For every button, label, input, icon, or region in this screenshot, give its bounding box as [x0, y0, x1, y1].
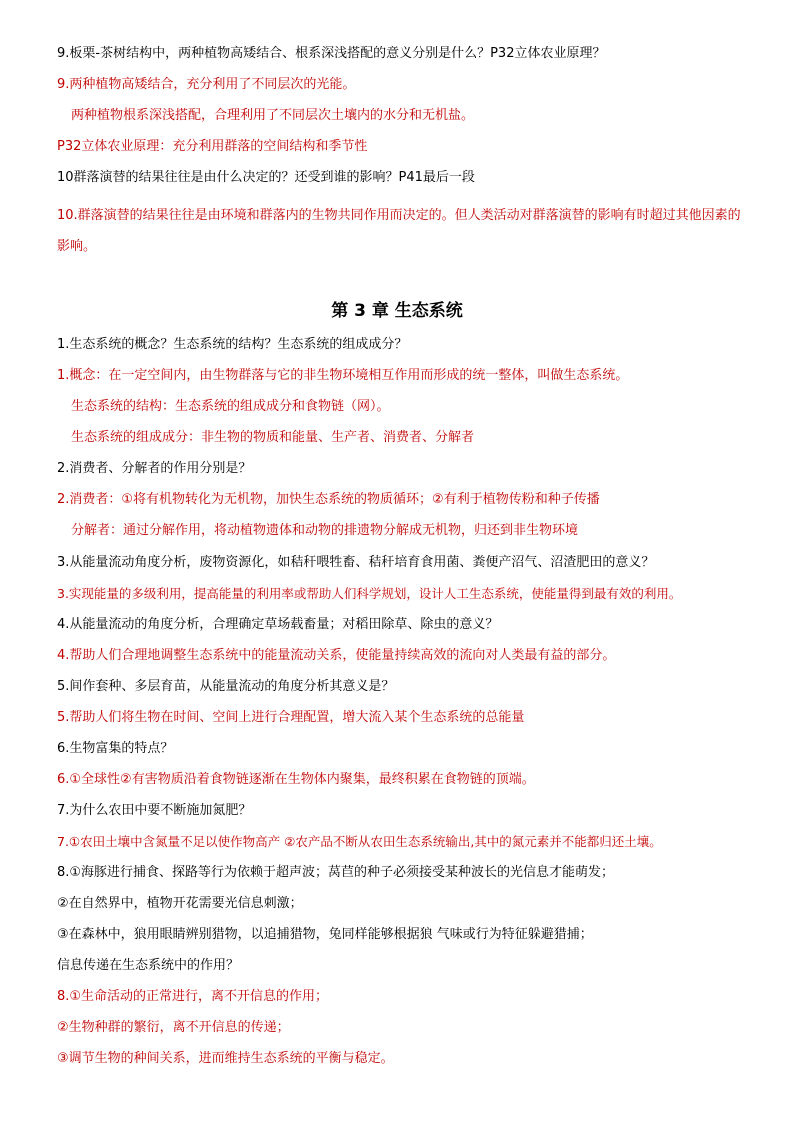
answer-1-line-2: 生态系统的结构：生态系统的组成成分和食物链（网）。: [71, 399, 390, 414]
question-4: 4.从能量流动的角度分析，合理确定草场载畜量；对稻田除草、除虫的意义？: [57, 617, 499, 632]
answer-8-line-2: ②生物种群的繁衍，离不开信息的传递；: [57, 1020, 290, 1035]
question-9: 9.板栗-茶树结构中，两种植物高矮结合、根系深浅搭配的意义分别是什么？P32立体农业原理？: [57, 46, 606, 61]
question-8-line-2: ②在自然界中，植物开花需要光信息刺激；: [57, 896, 303, 911]
answer-1-line-3: 生态系统的组成成分：非生物的物质和能量、生产者、消费者、分解者: [71, 430, 475, 445]
chapter-title: 第 3 章 生态系统: [331, 301, 463, 321]
question-10: 10群落演替的结果往往是由什么决定的？还受到谁的影响？P41最后一段: [57, 170, 475, 185]
answer-8-line-1: 8.①生命活动的正常进行，离不开信息的作用；: [57, 989, 329, 1004]
answer-3: 3.实现能量的多级利用，提高能量的利用率或帮助人们科学规划，设计人工生态系统，使能量得到最有效的利用。: [57, 586, 682, 601]
question-6: 6.生物富集的特点？: [57, 741, 174, 756]
answer-7: 7.①农田土壤中含氮量不足以使作物高产 ②农产品不断从农田生态系统输出,其中的氮元素并不能都归还土壤。: [57, 834, 662, 849]
question-7: 7.为什么农田中要不断施加氮肥？: [57, 803, 252, 818]
answer-2-line-1: 2.消费者：①将有机物转化为无机物，加快生态系统的物质循环；②有利于植物传粉和种子传播: [57, 492, 600, 507]
answer-10: 10.群落演替的结果往往是由环境和群落内的生物共同作用而决定的。但人类活动对群落演替的影响有时超过其他因素的影响。: [57, 208, 741, 254]
answer-8-line-3: ③调节生物的种间关系，进而维持生态系统的平衡与稳定。: [57, 1051, 394, 1066]
question-2: 2.消费者、分解者的作用分别是？: [57, 461, 252, 476]
answer-4: 4.帮助人们合理地调整生态系统中的能量流动关系，使能量持续高效的流向对人类最有益的部分。: [57, 648, 616, 663]
question-8-line-1: 8.①海豚进行捕食、探路等行为依赖于超声波；莴苣的种子必须接受某种波长的光信息才能萌发；: [57, 865, 615, 880]
question-8-line-3: ③在森林中，狼用眼睛辨别猎物，以追捕猎物，兔同样能够根据狼 气味或行为特征躲避猎捕；: [57, 927, 593, 942]
question-5: 5.间作套种、多层育苗，从能量流动的角度分析其意义是？: [57, 679, 395, 694]
answer-5: 5.帮助人们将生物在时间、空间上进行合理配置，增大流入某个生态系统的总能量: [57, 710, 525, 725]
question-8-line-4: 信息传递在生态系统中的作用？: [57, 958, 240, 973]
answer-9-line-1: 9.两种植物高矮结合，充分利用了不同层次的光能。: [57, 77, 356, 92]
answer-1-line-1: 1.概念：在一定空间内，由生物群落与它的非生物环境相互作用而形成的统一整体，叫做生态系统。: [57, 368, 629, 383]
question-1: 1.生态系统的概念？生态系统的结构？生态系统的组成成分？: [57, 337, 408, 352]
answer-2-line-2: 分解者：通过分解作用，将动植物遗体和动物的排遗物分解成无机物，归还到非生物环境: [71, 523, 579, 538]
answer-9-line-3: P32立体农业原理：充分利用群落的空间结构和季节性: [57, 139, 368, 154]
answer-9-line-2: 两种植物根系深浅搭配，合理利用了不同层次土壤内的水分和无机盐。: [71, 108, 475, 123]
question-3: 3.从能量流动角度分析，废物资源化，如秸秆喂牲畜、秸秆培育食用菌、粪便产沼气、沼渣肥田的意义？: [57, 555, 655, 570]
answer-6: 6.①全球性②有害物质沿着食物链逐渐在生物体内聚集，最终积累在食物链的顶端。: [57, 772, 535, 787]
